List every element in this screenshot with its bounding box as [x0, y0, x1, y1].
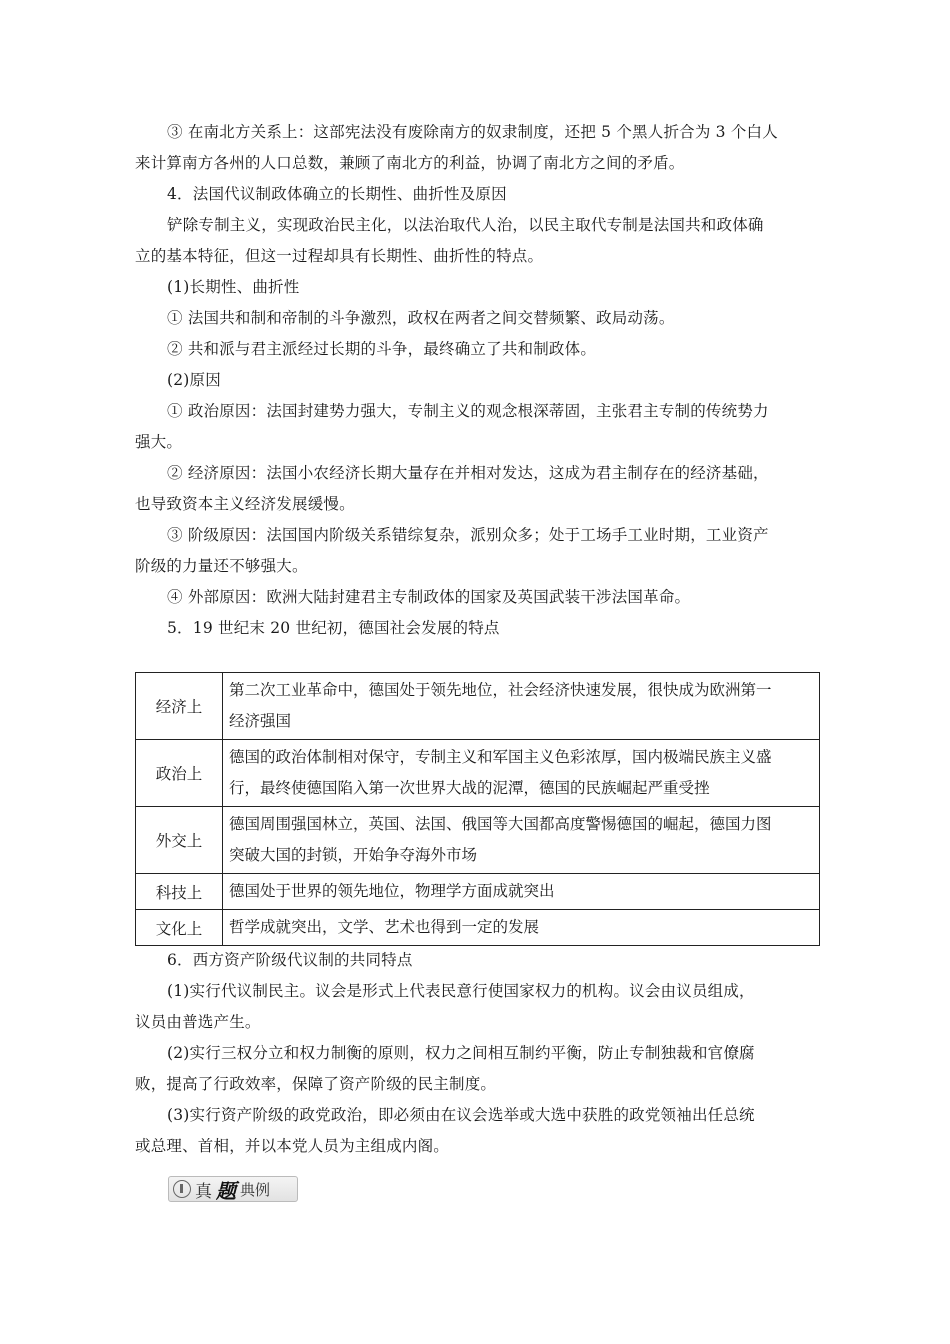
row-header: 政治上 — [136, 740, 223, 807]
row-header: 科技上 — [136, 874, 223, 910]
paragraph: 阶级的力量还不够强大。 — [135, 557, 308, 575]
table-row — [136, 874, 820, 910]
paragraph: (2)实行三权分立和权力制衡的原则，权力之间相互制约平衡，防止专制独裁和官僚腐 — [167, 1044, 755, 1062]
section-badge — [168, 1176, 298, 1202]
paragraph: ④ 外部原因：欧洲大陆封建君主专制政体的国家及英国武装干涉法国革命。 — [167, 588, 691, 606]
table-row — [136, 740, 820, 807]
badge-char: 真 — [195, 1181, 212, 1202]
paragraph: ③ 在南北方关系上：这部宪法没有废除南方的奴隶制度，还把 5 个黑人折合为 3 个白人 — [167, 123, 778, 141]
section-heading: 4．法国代议制政体确立的长期性、曲折性及原因 — [167, 185, 507, 203]
subheading: (1)长期性、曲折性 — [167, 278, 300, 296]
badge-char: 题 — [216, 1178, 236, 1203]
paragraph: 立的基本特征，但这一过程却具有长期性、曲折性的特点。 — [135, 247, 544, 265]
paragraph: 议员由普选产生。 — [135, 1013, 261, 1031]
section-heading: 6．西方资产阶级代议制的共同特点 — [167, 951, 413, 969]
row-content: 第二次工业革命中，德国处于领先地位，社会经济快速发展，很快成为欧洲第一 经济强国 — [223, 673, 820, 740]
paragraph: 败，提高了行政效率，保障了资产阶级的民主制度。 — [135, 1075, 497, 1093]
paragraph: ① 法国共和制和帝制的斗争激烈，政权在两者之间交替频繁、政局动荡。 — [167, 309, 675, 327]
table-row — [136, 673, 820, 740]
paragraph: (3)实行资产阶级的政党政治，即必须由在议会选举或大选中获胜的政党领袖出任总统 — [167, 1106, 755, 1124]
paragraph: ② 经济原因：法国小农经济长期大量存在并相对发达，这成为君主制存在的经济基础， — [167, 464, 769, 482]
row-content: 德国处于世界的领先地位，物理学方面成就突出 — [223, 874, 820, 910]
section-heading: 5．19 世纪末 20 世纪初，德国社会发展的特点 — [167, 619, 500, 637]
paragraph: 或总理、首相，并以本党人员为主组成内阁。 — [135, 1137, 450, 1155]
paragraph: ② 共和派与君主派经过长期的斗争，最终确立了共和制政体。 — [167, 340, 597, 358]
badge-label: 典例 — [240, 1180, 271, 1199]
paragraph: 强大。 — [135, 433, 183, 451]
row-content: 哲学成就突出，文学、艺术也得到一定的发展 — [223, 910, 820, 946]
paragraph: (1)实行代议制民主。议会是形式上代表民意行使国家权力的机构。议会由议员组成， — [167, 982, 755, 1000]
paragraph: 也导致资本主义经济发展缓慢。 — [135, 495, 355, 513]
table-row — [136, 807, 820, 874]
row-header: 经济上 — [136, 673, 223, 740]
paragraph: ① 政治原因：法国封建势力强大，专制主义的观念根深蒂固，主张君主专制的传统势力 — [167, 402, 769, 420]
paragraph: 铲除专制主义，实现政治民主化，以法治取代人治，以民主取代专制是法国共和政体确 — [167, 216, 764, 234]
germany-features-table — [135, 672, 820, 946]
row-header: 文化上 — [136, 910, 223, 946]
paragraph: ③ 阶级原因：法国国内阶级关系错综复杂，派别众多；处于工场手工业时期，工业资产 — [167, 526, 769, 544]
key-icon — [173, 1180, 191, 1198]
row-header: 外交上 — [136, 807, 223, 874]
table-row — [136, 910, 820, 946]
row-content: 德国周围强国林立，英国、法国、俄国等大国都高度警惕德国的崛起，德国力图 突破大国的封锁，开始争夺海外市场 — [223, 807, 820, 874]
row-content: 德国的政治体制相对保守，专制主义和军国主义色彩浓厚，国内极端民族主义盛 行，最终使德国陷入第一次世界大战的泥潭，德国的民族崛起严重受挫 — [223, 740, 820, 807]
paragraph: 来计算南方各州的人口总数，兼顾了南北方的利益，协调了南北方之间的矛盾。 — [135, 154, 685, 172]
subheading: (2)原因 — [167, 371, 221, 389]
